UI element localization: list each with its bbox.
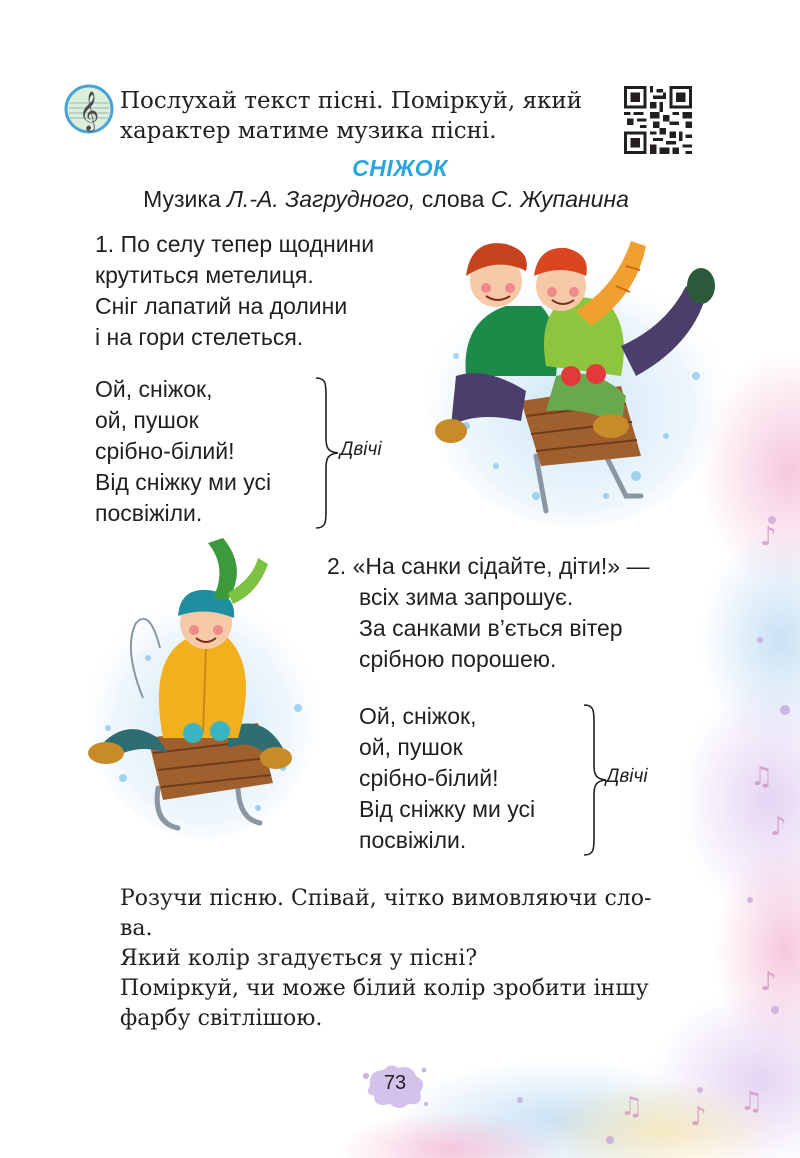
lyric-line: Сніг лапатий на долини — [95, 293, 348, 319]
lyric-line: посвіжіли. — [95, 500, 203, 526]
page-number — [360, 1060, 430, 1112]
lyric-line: срібно-білий! — [95, 438, 235, 464]
svg-text:♪: ♪ — [690, 1102, 707, 1132]
verse-2 — [327, 551, 649, 675]
svg-text:𝄞: 𝄞 — [78, 91, 100, 131]
svg-text:♪: ♪ — [760, 522, 777, 552]
lyricist-name: С. Жупанина — [490, 186, 629, 212]
task-line: Поміркуй, чи може білий колір зробити іншу — [120, 976, 649, 1001]
curly-brace-icon — [310, 376, 344, 530]
qr-code-icon[interactable] — [624, 86, 692, 154]
kids-on-sled-illustration — [426, 226, 726, 526]
kid-on-sled-illustration — [88, 538, 318, 838]
lyric-line: срібною порошею. — [359, 646, 557, 672]
task-line: Розучи пісню. Співай, чітко вимовляючи сло- — [120, 886, 652, 911]
task-intro-line-1: Послухай текст пісні. Поміркуй, який — [120, 88, 583, 114]
task-line: фарбу світлішою. — [120, 1006, 323, 1031]
lyric-line: і на гори стелеться. — [95, 324, 304, 350]
lyric-line: 1. По селу тепер щоднини — [95, 231, 375, 257]
song-title: СНІЖОК — [352, 155, 448, 181]
composer-name: Л.-А. Загрудного, — [227, 186, 416, 212]
repeat-twice-label: Двічі — [606, 766, 648, 787]
svg-text:♫: ♫ — [620, 1092, 644, 1122]
music-label: Музика — [143, 186, 228, 212]
song-credits — [0, 186, 772, 213]
lyric-line: Ой, сніжок, — [95, 376, 213, 402]
task-line: ва. — [120, 916, 153, 941]
lyric-line: ой, пушок — [359, 734, 463, 760]
lyric-line: Від сніжку ми усі — [95, 469, 272, 495]
lyric-line: ой, пушок — [95, 407, 199, 433]
lyric-line: 2. «На санки сідайте, діти!» — — [327, 553, 650, 579]
svg-text:♪: ♪ — [770, 812, 787, 842]
lyric-line: срібно-білий! — [359, 765, 499, 791]
listening-task — [120, 86, 620, 146]
lyric-line: посвіжіли. — [359, 827, 467, 853]
treble-clef-badge-icon — [64, 84, 114, 134]
chorus-1 — [95, 374, 271, 529]
words-label: слова — [415, 186, 491, 212]
lyric-line: всіх зима запрошує. — [359, 584, 574, 610]
repeat-twice-label: Двічі — [340, 439, 382, 460]
lyric-line: Від сніжку ми усі — [359, 796, 536, 822]
lyric-line: крутиться метелиця. — [95, 262, 314, 288]
lyric-line: За санками в’ється вітер — [359, 615, 623, 641]
lyric-line: Ой, сніжок, — [359, 703, 477, 729]
svg-text:♪: ♪ — [760, 967, 777, 997]
task-line: Який колір згадується у пісні? — [120, 946, 478, 971]
svg-text:♫: ♫ — [740, 1087, 764, 1117]
page-number-text: 73 — [383, 1072, 407, 1094]
chorus-2 — [359, 701, 535, 856]
song-tasks — [120, 884, 720, 1034]
svg-text:♫: ♫ — [750, 762, 774, 792]
verse-1 — [95, 229, 374, 353]
task-intro-line-2: характер матиме музика пісні. — [120, 118, 497, 144]
